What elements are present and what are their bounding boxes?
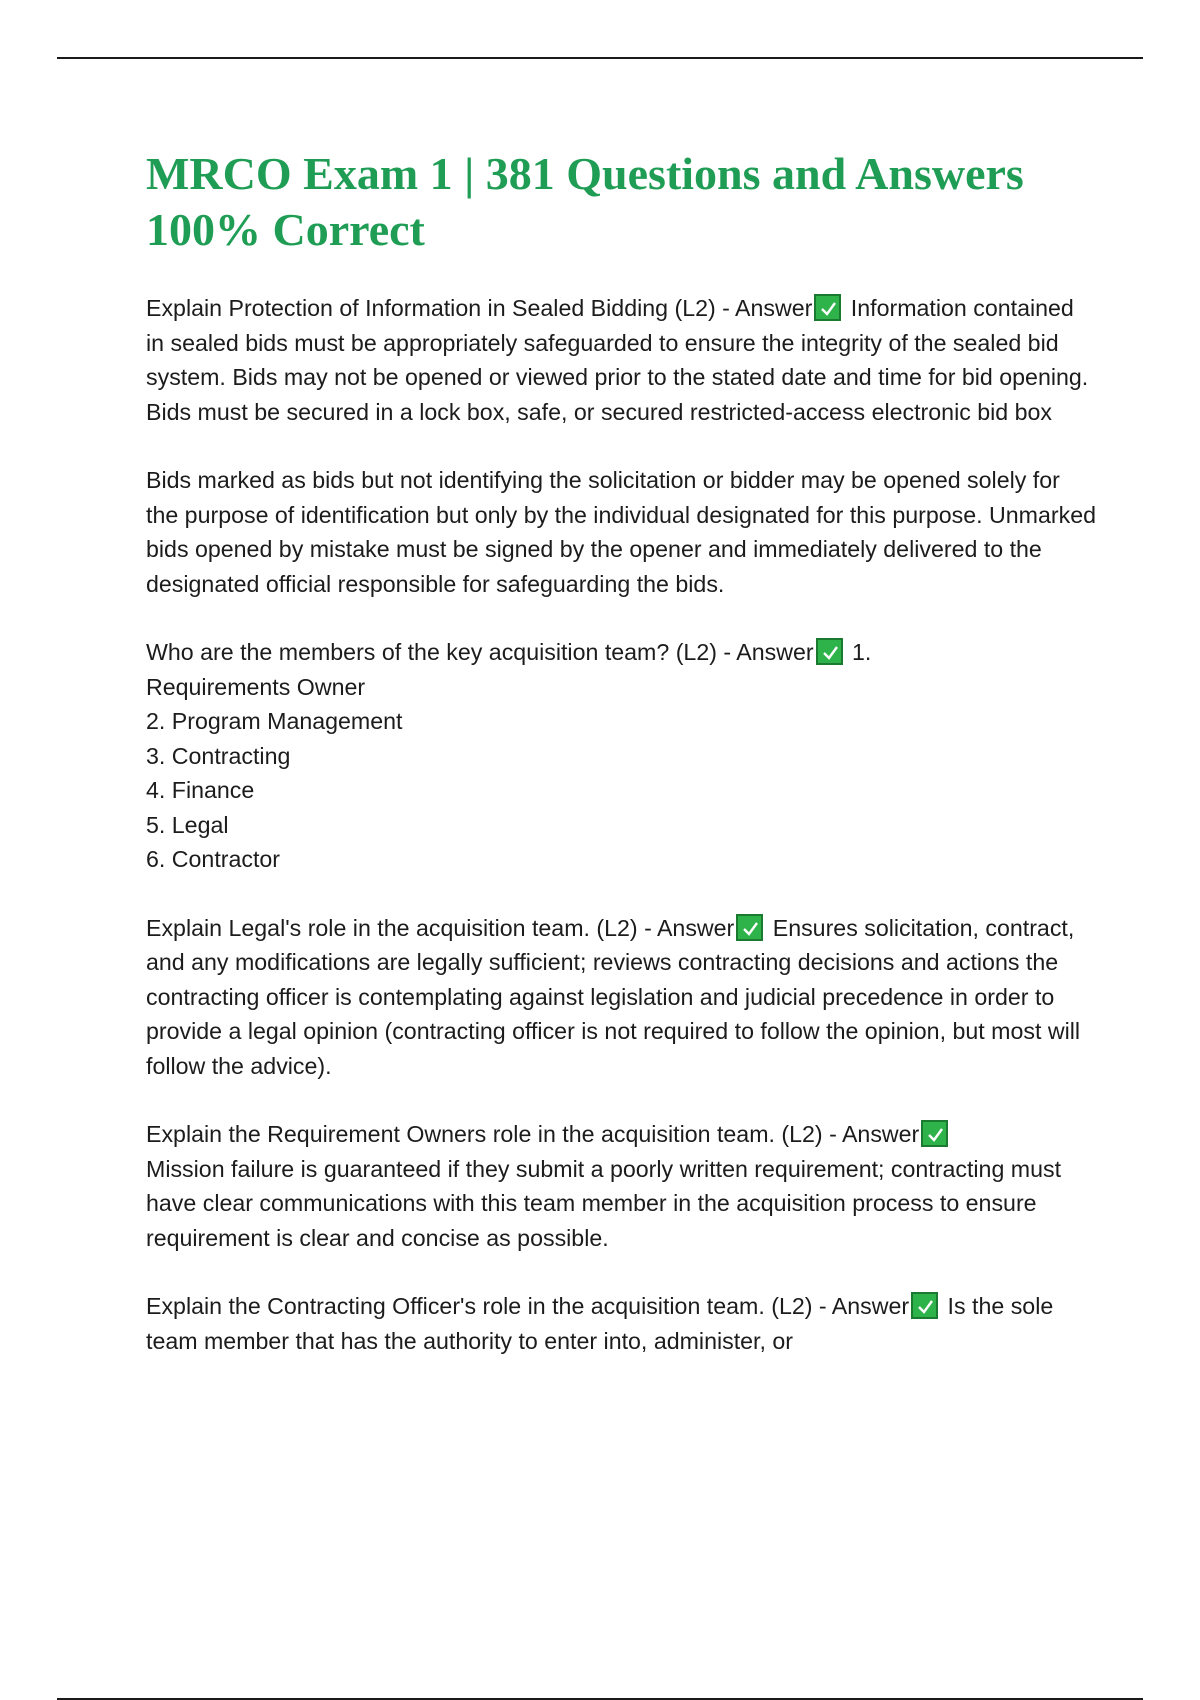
answer-text: 1. Requirements Owner 2. Program Management 3. Contracting 4. Finance 5. Legal 6. Contractor bbox=[146, 639, 872, 872]
header-rule bbox=[57, 57, 1143, 59]
question-text: Explain Legal's role in the acquisition team. (L2) - Answer bbox=[146, 914, 735, 941]
check-mark-icon bbox=[814, 294, 841, 321]
qa-item bbox=[146, 1289, 1096, 1358]
question-text: Explain the Contracting Officer's role in the acquisition team. (L2) - Answer bbox=[146, 1293, 910, 1319]
check-mark-icon bbox=[921, 1120, 948, 1147]
check-mark-icon bbox=[816, 638, 843, 665]
qa-item bbox=[146, 291, 1096, 429]
qa-item bbox=[146, 911, 1096, 1084]
qa-item bbox=[146, 463, 1096, 601]
check-mark-icon bbox=[911, 1292, 938, 1319]
answer-text: Information contained in sealed bids must be appropriately safeguarded to ensure the integrity of the sealed bid system. Bids may not be opened or viewed prior to the stated date and time for bid opening. Bids must be secured in a lock box, safe, or secured restricted-access electronic bid box bbox=[146, 295, 1089, 425]
answer-text: Mission failure is guaranteed if they submit a poorly written requirement; contracting must have clear communications with this team member in the acquisition process to ensure requirement is clear and concise as possible. bbox=[146, 1155, 1062, 1251]
qa-item bbox=[146, 1117, 1096, 1255]
document-body bbox=[146, 146, 1096, 1392]
question-text: Explain the Requirement Owners role in the acquisition team. (L2) - Answer bbox=[146, 1121, 920, 1147]
check-mark-icon bbox=[736, 914, 763, 941]
answer-text: Is the sole team member that has the authority to enter into, administer, or bbox=[146, 1293, 1054, 1354]
question-text: Explain Protection of Information in Sealed Bidding (L2) - Answer bbox=[146, 295, 813, 321]
answer-text: Ensures solicitation, contract, and any modifications are legally sufficient; reviews contracting decisions and actions the contracting officer is contemplating against legislation and judicial precedence in order to provide a legal opinion (contracting officer is not required to follow the opinion, but most will follow the advice). bbox=[146, 914, 1081, 1079]
document-title: MRCO Exam 1 | 381 Questions and Answers 100% Correct bbox=[146, 148, 1024, 255]
qa-item bbox=[146, 635, 1096, 877]
question-text: Who are the members of the key acquisition team? (L2) - Answer bbox=[146, 639, 814, 665]
answer-text: Bids marked as bids but not identifying the solicitation or bidder may be opened solely for the purpose of identification but only by the individual designated for this purpose. Unmarked bids opened by mistake must be signed by the opener and immediately delivered to the designated official responsible for safeguarding the bids. bbox=[146, 467, 1096, 597]
